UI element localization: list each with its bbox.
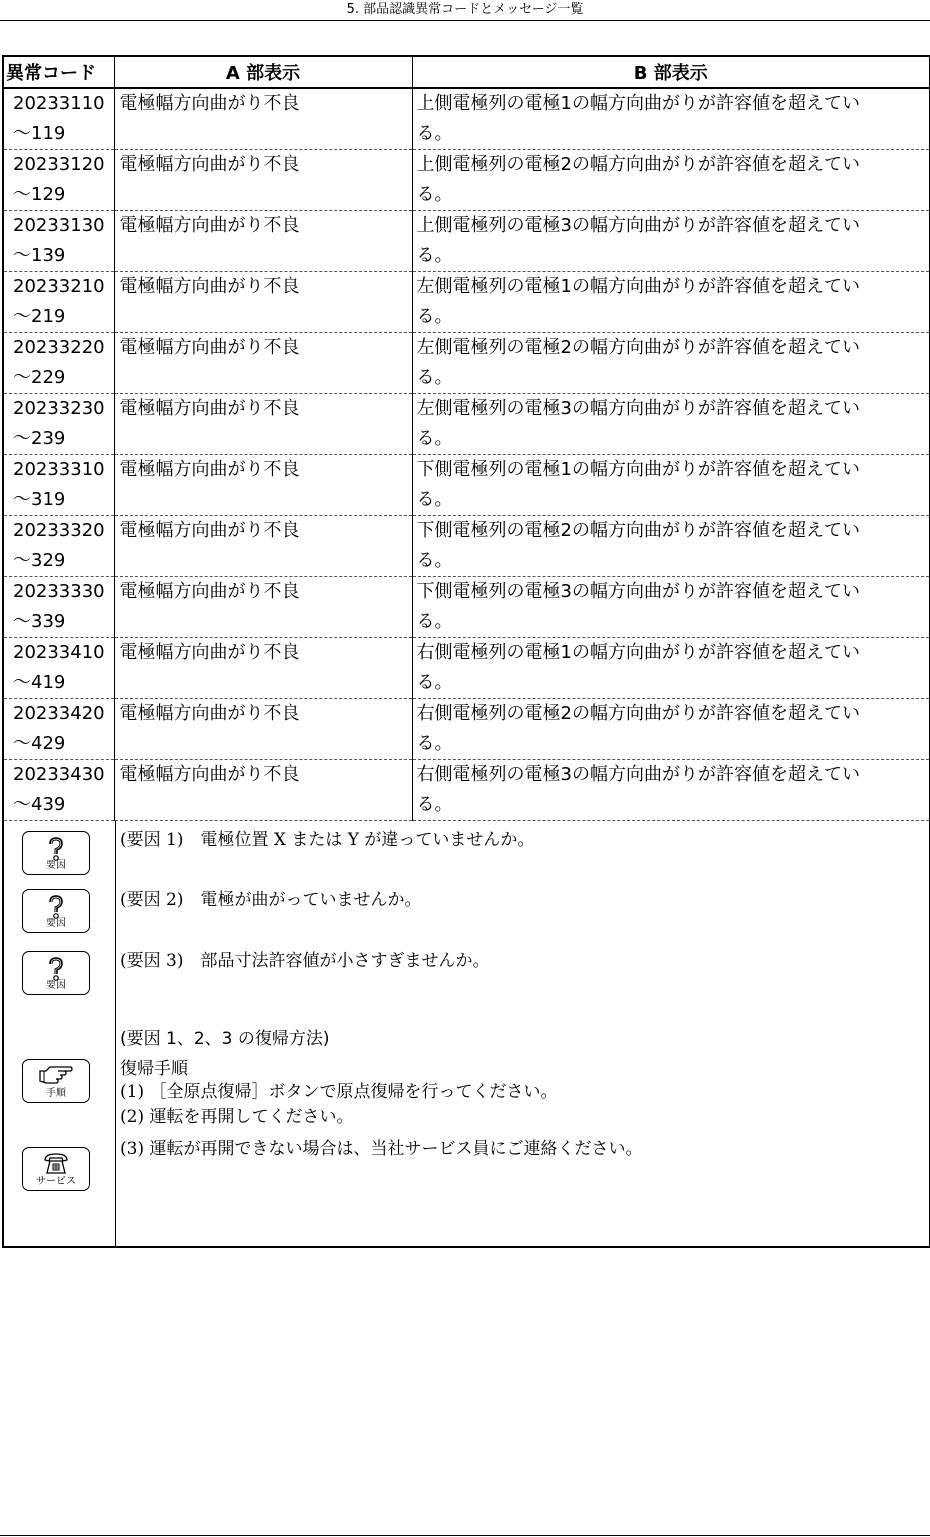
- table-row: [3, 699, 930, 760]
- table-header-row: [3, 56, 930, 88]
- error-code-range-end: ～129: [13, 184, 66, 205]
- error-code-range-end: ～239: [13, 428, 66, 449]
- b-display-line-1: 右側電極列の電極3の幅方向曲がりが許容値を超えてい: [416, 764, 860, 785]
- error-code-range-end: ～229: [13, 367, 66, 388]
- table-row: [3, 272, 930, 333]
- error-code-start: 20233120: [13, 154, 105, 175]
- a-display-cell: 電極幅方向曲がり不良: [114, 333, 412, 394]
- error-code-range-end: ～439: [13, 794, 66, 815]
- service-icon-label: サービス: [36, 1176, 76, 1187]
- b-display-cell: [412, 455, 930, 516]
- error-code-range-end: ～119: [13, 123, 66, 144]
- error-code-cell: [3, 699, 114, 760]
- a-display-cell: 電極幅方向曲がり不良: [114, 272, 412, 333]
- step-3: (3) 運転が再開できない場合は、当社サービス員にご連絡ください。: [120, 1139, 643, 1159]
- cause-icon-label: 要因: [46, 918, 66, 929]
- error-code-table: [2, 55, 930, 1248]
- b-display-cell: [412, 577, 930, 638]
- b-display-line-1: 右側電極列の電極1の幅方向曲がりが許容値を超えてい: [416, 642, 860, 663]
- cause-icon-3: [22, 951, 90, 995]
- table-row: [3, 211, 930, 272]
- cause-1-text: (要因 1) 電極位置 X または Y が違っていませんか。: [120, 830, 535, 850]
- b-display-line-2: る。: [416, 184, 453, 205]
- b-display-line-2: る。: [416, 672, 453, 693]
- error-code-range-end: ～429: [13, 733, 66, 754]
- error-code-cell: [3, 516, 114, 577]
- recovery-title: (要因 1、2、3 の復帰方法): [120, 1029, 330, 1049]
- cause-2-text: (要因 2) 電極が曲がっていませんか。: [120, 890, 422, 910]
- b-display-line-1: 下側電極列の電極2の幅方向曲がりが許容値を超えてい: [416, 520, 860, 541]
- telephone-icon: [41, 1151, 71, 1177]
- error-code-start: 20233420: [13, 703, 105, 724]
- b-display-line-2: る。: [416, 489, 453, 510]
- error-code-start: 20233310: [13, 459, 105, 480]
- b-display-cell: [412, 150, 930, 211]
- error-code-range-end: ～329: [13, 550, 66, 571]
- a-display-cell: 電極幅方向曲がり不良: [114, 516, 412, 577]
- error-code-range-end: ～419: [13, 672, 66, 693]
- pointing-hand-icon: [36, 1063, 76, 1089]
- error-code-range-end: ～219: [13, 306, 66, 327]
- error-code-cell: [3, 394, 114, 455]
- b-display-line-2: る。: [416, 367, 453, 388]
- question-icon: [41, 893, 71, 921]
- table-row: [3, 333, 930, 394]
- header-a-display: A 部表示: [114, 56, 412, 88]
- b-display-cell: [412, 394, 930, 455]
- b-display-line-1: 下側電極列の電極3の幅方向曲がりが許容値を超えてい: [416, 581, 860, 602]
- cause-icon-2: [22, 889, 90, 933]
- error-code-cell: [3, 88, 114, 150]
- error-code-start: 20233230: [13, 398, 105, 419]
- footer-rule: [0, 1535, 930, 1536]
- a-display-cell: 電極幅方向曲がり不良: [114, 211, 412, 272]
- b-display-cell: [412, 699, 930, 760]
- cause-3-text: (要因 3) 部品寸法許容値が小さすぎませんか。: [120, 951, 490, 971]
- b-display-line-1: 上側電極列の電極1の幅方向曲がりが許容値を超えてい: [416, 93, 860, 114]
- b-display-cell: [412, 88, 930, 150]
- b-display-line-2: る。: [416, 245, 453, 266]
- error-code-range-end: ～139: [13, 245, 66, 266]
- b-display-line-1: 上側電極列の電極2の幅方向曲がりが許容値を超えてい: [416, 154, 860, 175]
- error-code-start: 20233430: [13, 764, 105, 785]
- notes-section: [4, 821, 929, 1246]
- a-display-cell: 電極幅方向曲がり不良: [114, 455, 412, 516]
- b-display-cell: [412, 211, 930, 272]
- steps-icon-label: 手順: [46, 1088, 66, 1099]
- error-code-start: 20233110: [13, 93, 105, 114]
- a-display-cell: 電極幅方向曲がり不良: [114, 394, 412, 455]
- error-code-start: 20233410: [13, 642, 105, 663]
- b-display-line-1: 左側電極列の電極2の幅方向曲がりが許容値を超えてい: [416, 337, 860, 358]
- a-display-cell: 電極幅方向曲がり不良: [114, 638, 412, 699]
- error-code-cell: [3, 150, 114, 211]
- step-2: (2) 運転を再開してください。: [120, 1107, 354, 1127]
- error-code-start: 20233320: [13, 520, 105, 541]
- steps-icon: [22, 1059, 90, 1103]
- cause-icon-label: 要因: [46, 980, 66, 991]
- header-error-code: 異常コード: [3, 56, 114, 88]
- b-display-line-1: 左側電極列の電極3の幅方向曲がりが許容値を超えてい: [416, 398, 860, 419]
- error-code-cell: [3, 333, 114, 394]
- error-code-cell: [3, 638, 114, 699]
- page-header: 5. 部品認識異常コードとメッセージ一覧: [0, 0, 930, 21]
- b-display-line-1: 左側電極列の電極1の幅方向曲がりが許容値を超えてい: [416, 276, 860, 297]
- table-row: [3, 577, 930, 638]
- b-display-line-1: 下側電極列の電極1の幅方向曲がりが許容値を超えてい: [416, 459, 860, 480]
- table-row: [3, 638, 930, 699]
- table-row: [3, 150, 930, 211]
- b-display-line-2: る。: [416, 611, 453, 632]
- error-code-start: 20233210: [13, 276, 105, 297]
- step-1: (1) ［全原点復帰］ボタンで原点復帰を行ってください。: [120, 1082, 558, 1102]
- error-code-cell: [3, 272, 114, 333]
- b-display-line-1: 上側電極列の電極3の幅方向曲がりが許容値を超えてい: [416, 215, 860, 236]
- error-code-cell: [3, 577, 114, 638]
- table-row: [3, 394, 930, 455]
- error-code-range-end: ～319: [13, 489, 66, 510]
- a-display-cell: 電極幅方向曲がり不良: [114, 150, 412, 211]
- table-row: [3, 760, 930, 821]
- header-b-display: B 部表示: [412, 56, 930, 88]
- b-display-line-2: る。: [416, 794, 453, 815]
- a-display-cell: 電極幅方向曲がり不良: [114, 88, 412, 150]
- b-display-cell: [412, 333, 930, 394]
- table-row: [3, 516, 930, 577]
- question-icon: [41, 835, 71, 863]
- b-display-cell: [412, 272, 930, 333]
- cause-icon-label: 要因: [46, 860, 66, 871]
- b-display-line-2: る。: [416, 428, 453, 449]
- b-display-line-2: る。: [416, 123, 453, 144]
- error-code-start: 20233330: [13, 581, 105, 602]
- b-display-cell: [412, 760, 930, 821]
- a-display-cell: 電極幅方向曲がり不良: [114, 760, 412, 821]
- question-icon: [41, 955, 71, 983]
- b-display-line-1: 右側電極列の電極2の幅方向曲がりが許容値を超えてい: [416, 703, 860, 724]
- b-display-line-2: る。: [416, 306, 453, 327]
- error-code-start: 20233130: [13, 215, 105, 236]
- error-code-range-end: ～339: [13, 611, 66, 632]
- b-display-line-2: る。: [416, 550, 453, 571]
- table-row: [3, 88, 930, 150]
- procedure-title: 復帰手順: [120, 1059, 188, 1079]
- cause-icon-1: [22, 831, 90, 875]
- a-display-cell: 電極幅方向曲がり不良: [114, 577, 412, 638]
- service-icon: [22, 1147, 90, 1191]
- b-display-line-2: る。: [416, 733, 453, 754]
- b-display-cell: [412, 638, 930, 699]
- table-row: [3, 455, 930, 516]
- error-code-cell: [3, 211, 114, 272]
- b-display-cell: [412, 516, 930, 577]
- a-display-cell: 電極幅方向曲がり不良: [114, 699, 412, 760]
- error-code-start: 20233220: [13, 337, 105, 358]
- error-code-cell: [3, 455, 114, 516]
- error-code-cell: [3, 760, 114, 821]
